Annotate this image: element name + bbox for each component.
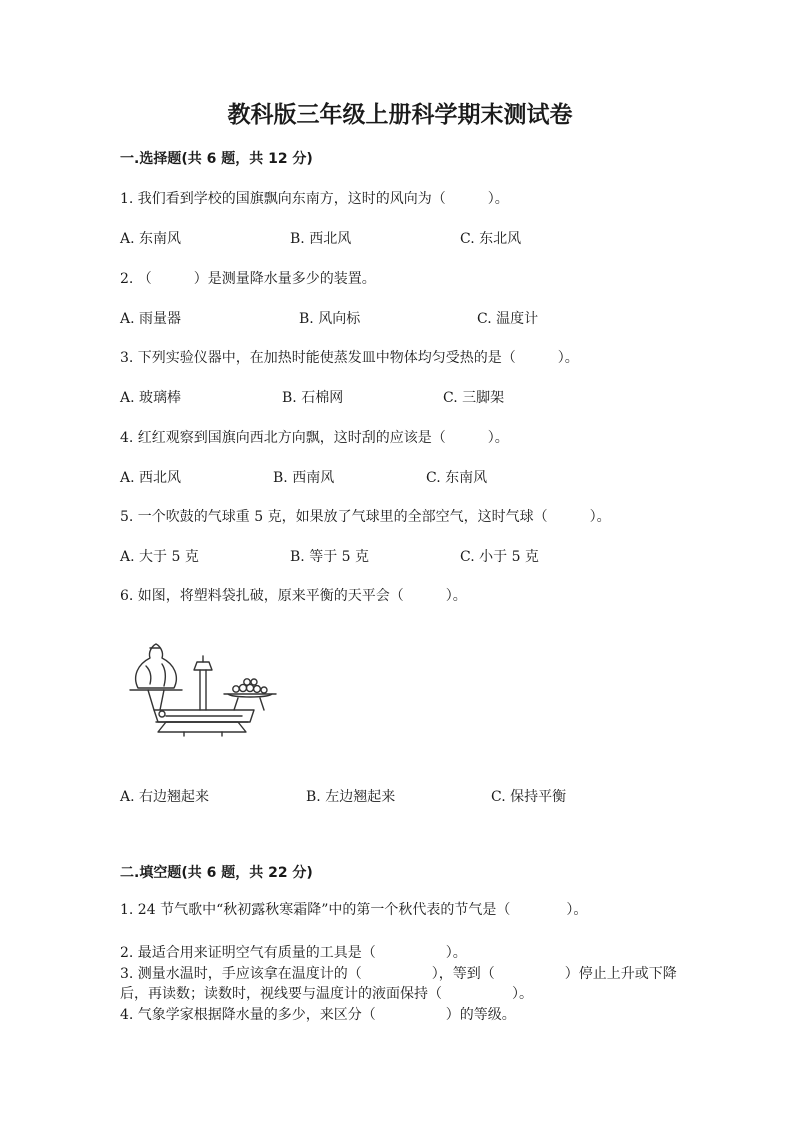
balance-scale-figure xyxy=(126,636,280,740)
question-2: 2. （ ）是测量降水量多少的装置。 xyxy=(120,271,376,287)
q6-option-c: C. 保持平衡 xyxy=(491,789,567,805)
q6-option-a: A. 右边翘起来 xyxy=(120,789,210,805)
fill-question-2: 2. 最适合用来证明空气有质量的工具是（ ）。 xyxy=(120,945,467,961)
question-1: 1. 我们看到学校的国旗飘向东南方，这时的风向为（ ）。 xyxy=(120,191,509,207)
section-heading-choice: 一.选择题(共 6 题，共 12 分) xyxy=(120,151,313,167)
q4-option-b: B. 西南风 xyxy=(273,470,335,486)
q1-option-b: B. 西北风 xyxy=(290,231,352,247)
fill-question-3: 3. 测量水温时，手应该拿在温度计的（ ），等到（ ）停止上升或下降后，再读数；读数时，视线要与温度计的液面保持（ ）。 xyxy=(120,966,677,1002)
fill-question-4: 4. 气象学家根据降水量的多少，来区分（ ）的等级。 xyxy=(120,1007,516,1023)
q2-option-a: A. 雨量器 xyxy=(120,311,182,327)
q5-option-c: C. 小于 5 克 xyxy=(460,549,539,565)
q5-option-b: B. 等于 5 克 xyxy=(290,549,369,565)
q3-option-a: A. 玻璃棒 xyxy=(120,390,182,406)
exam-title: 教科版三年级上册科学期末测试卷 xyxy=(227,102,573,128)
q3-option-c: C. 三脚架 xyxy=(443,390,505,406)
q1-option-a: A. 东南风 xyxy=(120,231,182,247)
q6-option-b: B. 左边翘起来 xyxy=(306,789,396,805)
q5-option-a: A. 大于 5 克 xyxy=(120,549,199,565)
section-heading-fill: 二.填空题(共 6 题，共 22 分) xyxy=(120,865,313,881)
q4-option-c: C. 东南风 xyxy=(426,470,488,486)
fill-question-1: 1. 24 节气歌中“秋初露秋寒霜降”中的第一个秋代表的节气是（ ）。 xyxy=(120,902,588,918)
question-6: 6. 如图，将塑料袋扎破，原来平衡的天平会（ ）。 xyxy=(120,588,467,604)
q2-option-b: B. 风向标 xyxy=(299,311,361,327)
question-3: 3. 下列实验仪器中，在加热时能使蒸发皿中物体均匀受热的是（ ）。 xyxy=(120,350,579,366)
question-4: 4. 红红观察到国旗向西北方向飘，这时刮的应该是（ ）。 xyxy=(120,430,509,446)
question-5: 5. 一个吹鼓的气球重 5 克，如果放了气球里的全部空气，这时气球（ ）。 xyxy=(120,509,611,525)
q4-option-a: A. 西北风 xyxy=(120,470,182,486)
q2-option-c: C. 温度计 xyxy=(477,311,539,327)
q1-option-c: C. 东北风 xyxy=(460,231,522,247)
q3-option-b: B. 石棉网 xyxy=(282,390,344,406)
